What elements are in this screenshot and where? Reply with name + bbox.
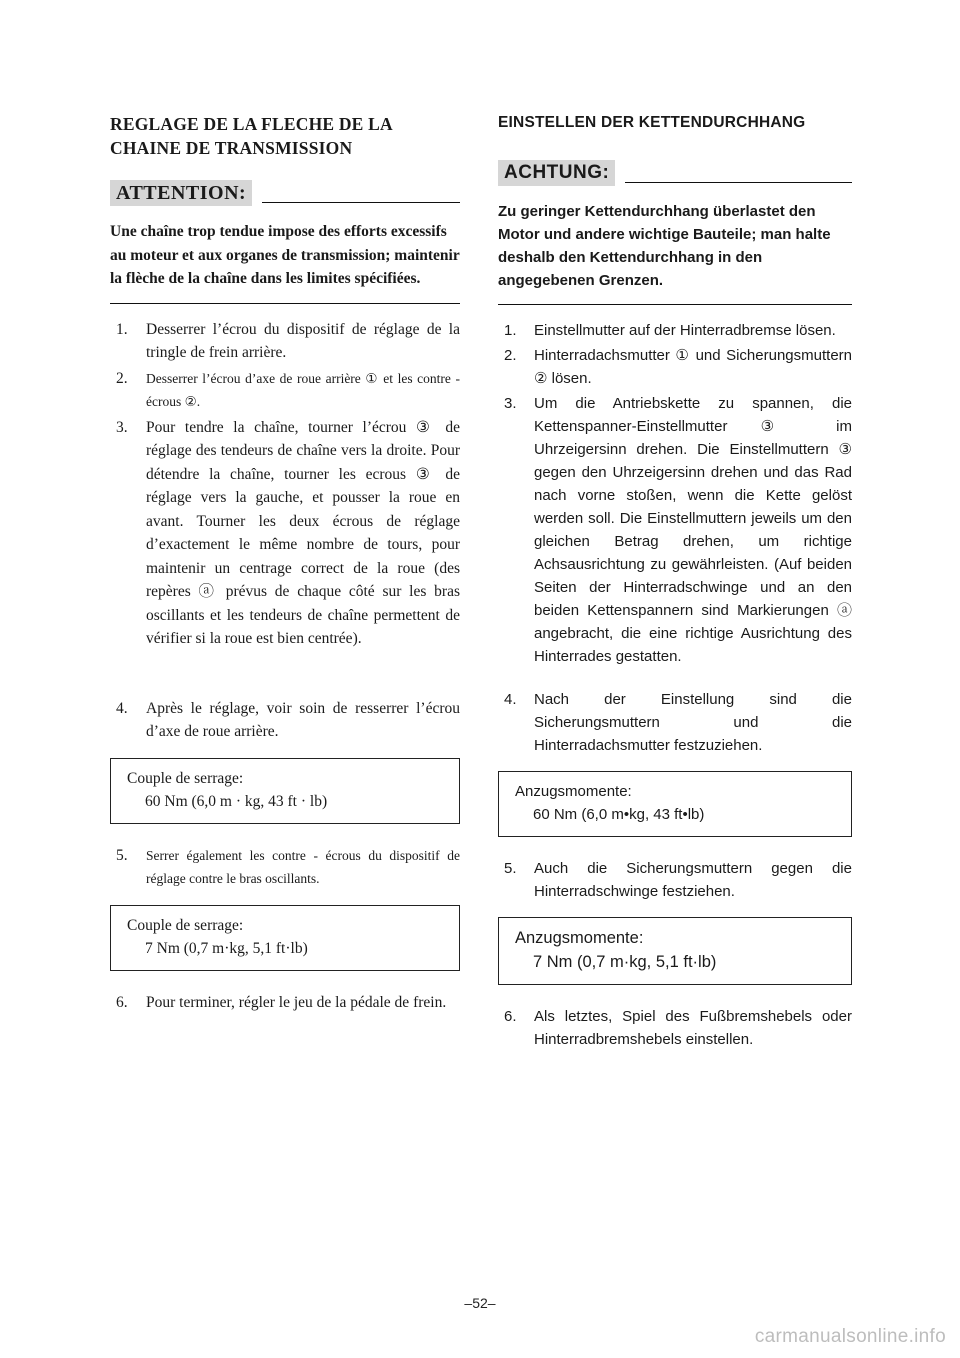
step-number: 1. <box>116 320 128 338</box>
german-warning-divider <box>498 304 852 305</box>
french-warning-text: Une chaîne trop tendue impose des efforts excessifs au moteur et aux organes de transmission; maintenir la flèche de la chaîne dans les limites spécifiées. <box>110 223 460 287</box>
spec-value: 7 Nm (0,7 m·kg, 5,1 ft·lb) <box>533 953 717 971</box>
french-attention-label: ATTENTION: <box>110 180 252 206</box>
french-steps-list <box>110 318 460 651</box>
french-step-2 <box>110 367 460 414</box>
french-step-1 <box>110 318 460 365</box>
step-text: Nach der Einstellung sind die Sicherungsmuttern und die Hinterradachsmutter festzuziehen. <box>534 691 852 754</box>
spec-value: 7 Nm (0,7 m·kg, 5,1 ft·lb) <box>145 939 308 957</box>
spec-label: Couple de serrage: <box>127 769 244 787</box>
german-step-5 <box>498 857 852 903</box>
french-torque-spec-2 <box>110 905 460 971</box>
step-number: 4. <box>116 699 128 717</box>
german-step-6 <box>498 1005 852 1051</box>
german-attention-rule <box>625 182 852 183</box>
french-step-4 <box>110 697 460 744</box>
watermark: carmanualsonline.info <box>754 1326 946 1347</box>
french-heading-line1: REGLAGE DE LA FLECHE DE LA <box>110 114 393 134</box>
step-number: 2. <box>504 347 517 364</box>
german-step-4 <box>498 688 852 757</box>
french-steps-list-2 <box>110 697 460 744</box>
step-text: Als letztes, Spiel des Fußbremshebels oder Hinterradbremshebels einstellen. <box>534 1008 852 1048</box>
french-torque-spec-1 <box>110 758 460 824</box>
french-steps-list-4 <box>110 991 460 1015</box>
step-number: 1. <box>504 322 517 339</box>
german-torque-spec-1 <box>498 771 852 837</box>
french-step-5 <box>110 844 460 891</box>
step-number: 5. <box>504 860 517 877</box>
german-steps-list-4 <box>498 1005 852 1051</box>
step-text: Auch die Sicherungsmuttern gegen die Hinterradschwinge festziehen. <box>534 860 852 900</box>
step-text: Einstellmutter auf der Hinterradbremse lösen. <box>534 322 836 339</box>
german-step-2 <box>498 344 852 390</box>
spec-label: Anzugsmomente: <box>515 929 644 947</box>
spec-value: 60 Nm (6,0 m · kg, 43 ft · lb) <box>145 792 328 810</box>
step-number: 3. <box>504 395 517 412</box>
step-number: 6. <box>116 993 128 1011</box>
german-steps-list <box>498 319 852 668</box>
french-step-6 <box>110 991 460 1015</box>
german-steps-list-3 <box>498 857 852 903</box>
french-step-3 <box>110 416 460 651</box>
step-text: Serrer également les contre - écrous du dispositif de réglage contre le bras oscillants. <box>146 847 460 886</box>
french-attention-rule <box>262 202 460 203</box>
german-torque-spec-2 <box>498 917 852 985</box>
step-text: Pour tendre la chaîne, tourner l’écrou ③ de réglage des tendeurs de chaîne vers la droite. Pour détendre la chaîne, tourner les ecrous ③ de réglage vers la gauche, et pousser la roue en avant. Tourner les deux écrous de réglage d’exactement le même nombre de tours, pour maintenir un centrage correct de la roue (des repères ⓐ prévus de chaque côté sur les bras oscillants et les tendeurs de chaîne permettent de vérifier si la roue est bien centrée). <box>146 418 460 647</box>
german-step-1 <box>498 319 852 342</box>
french-column <box>110 112 460 1016</box>
german-column <box>498 112 852 1053</box>
spec-label: Couple de serrage: <box>127 916 244 934</box>
step-number: 2. <box>116 369 128 387</box>
step-number: 3. <box>116 418 128 436</box>
german-heading: EINSTELLEN DER KETTENDURCHHANG <box>498 114 806 131</box>
step-text: Desserrer l’écrou d’axe de roue arrière ① et les contre - écrous ②. <box>146 370 460 409</box>
french-steps-list-3 <box>110 844 460 891</box>
french-heading-line2: CHAINE DE TRANSMISSION <box>110 138 353 158</box>
step-number: 6. <box>504 1008 517 1025</box>
french-warning-divider <box>110 303 460 304</box>
step-text: Hinterradachsmutter ① und Sicherungsmuttern ② lösen. <box>534 347 852 387</box>
german-warning-text: Zu geringer Kettendurchhang überlastet den Motor und andere wichtige Bauteile; man halte deshalb den Kettendurchhang in den angegebenen Grenzen. <box>498 203 831 289</box>
page-number: –52– <box>464 1295 496 1311</box>
step-text: Desserrer l’écrou du dispositif de réglage de la tringle de frein arrière. <box>146 320 460 361</box>
german-attention-row <box>498 158 852 186</box>
step-number: 5. <box>116 846 128 864</box>
german-step-3 <box>498 392 852 668</box>
spec-label: Anzugsmomente: <box>515 783 632 800</box>
french-attention-row <box>110 178 460 206</box>
step-text: Pour terminer, régler le jeu de la pédale de frein. <box>146 993 447 1011</box>
step-text: Um die Antriebskette zu spannen, die Kettenspanner-Einstellmutter ③ im Uhrzeigersinn drehen. Die Einstellmuttern ③ gegen den Uhrzeigersinn drehen und das Rad nach vorne stoßen, wenn die Kette gelöst werden soll. Die Einstellmuttern jeweils um den gleichen Betrag drehen, um richtige Achsausrichtung zu gewährleisten. (Auf beiden Seiten der Hinterradschwinge und an den beiden Kettenspannern sind Markierungen ⓐ angebracht, die eine richtige Ausrichtung des Hinterrades gestatten. <box>534 395 852 665</box>
step-number: 4. <box>504 691 517 708</box>
german-attention-label: ACHTUNG: <box>498 160 615 186</box>
french-heading <box>110 112 460 160</box>
step-text: Après le réglage, voir soin de resserrer l’écrou d’axe de roue arrière. <box>146 699 460 740</box>
spec-value: 60 Nm (6,0 m•kg, 43 ft•lb) <box>533 806 705 823</box>
german-steps-list-2 <box>498 688 852 757</box>
